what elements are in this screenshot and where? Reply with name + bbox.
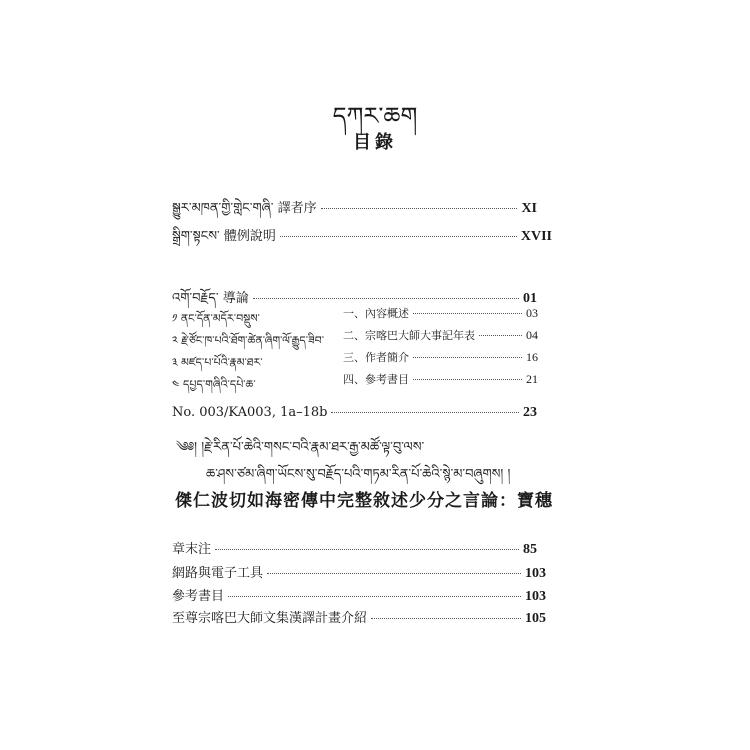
dot-leader: [280, 236, 517, 237]
toc-subentry-page: 21: [526, 372, 538, 386]
intro-item-2-tibetan: ༢ རྗེ་ཙོང་ཁ་པའི་ཐོག་ཚེན་ཞིག་ལོ་རྒྱུད་ཟིབ་: [172, 334, 325, 347]
toc-entry-label: འགོ་བརྗོད་ 導論: [172, 291, 249, 306]
toc-entry-references[interactable]: [172, 585, 546, 605]
toc-title-tibetan: དཀར་ཆག: [332, 102, 418, 130]
toc-entry-page: 85: [523, 542, 537, 557]
toc-entry-page: XVII: [520, 229, 552, 244]
dot-leader: [479, 335, 522, 336]
work-chinese-title: 傑仁波切如海密傳中完整敘述少分之言論：寶穗: [175, 491, 553, 511]
toc-entry-conventions[interactable]: [172, 221, 552, 258]
dot-leader: [413, 357, 522, 358]
toc-entry-label: 至尊宗喀巴大師文集漢譯計畫介紹: [172, 611, 368, 626]
toc-entry-page: 105: [525, 611, 546, 626]
toc-entry-label: 網路與電子工具: [172, 566, 264, 581]
toc-entry-online-tools[interactable]: [172, 562, 546, 582]
toc-entry-page: 23: [523, 405, 537, 420]
toc-subentry-label: 二、宗喀巴大師大事記年表: [343, 329, 475, 342]
toc-entry-label: སྒྲིག་སྟངས་ 體例說明: [172, 229, 276, 244]
toc-entry-endnotes[interactable]: [172, 538, 537, 558]
work-tibetan-title-line1: ༄༅། །རྗེ་རིན་པོ་ཆེའི་གསང་བའི་རྣམ་ཐར་རྒྱ་མཚོ་ལྟ་བུ་ལས་: [176, 440, 425, 455]
dot-leader: [267, 573, 521, 574]
toc-entry-label: No. 003/KA003, 1a–18b: [172, 405, 328, 420]
dot-leader: [321, 208, 518, 209]
dot-leader: [215, 549, 519, 550]
intro-item-3-tibetan: ༣ མཛད་པ་པོའི་རྣམ་ཐར་: [172, 356, 263, 369]
toc-entry-page: 01: [523, 291, 537, 306]
toc-subentry-chronology[interactable]: [343, 327, 538, 343]
toc-title-chinese: 目錄: [353, 132, 397, 153]
dot-leader: [413, 313, 522, 314]
toc-entry-translation-project[interactable]: [172, 607, 546, 627]
toc-entry-page: 103: [525, 589, 546, 604]
intro-item-4-tibetan: ༤ དཔྱད་གཞིའི་དཔེ་ཆ་: [172, 378, 256, 391]
toc-subentry-content-overview[interactable]: [343, 305, 538, 321]
toc-subentry-page: 03: [526, 306, 538, 320]
toc-subentry-bibliography[interactable]: [343, 371, 538, 387]
toc-entry-page: XI: [521, 201, 537, 216]
toc-subentry-page: 04: [526, 328, 538, 342]
toc-entry-label: 章末注: [172, 542, 212, 557]
toc-subentry-label: 三、作者簡介: [343, 351, 409, 364]
work-tibetan-title-line2: ཆ་ཤས་ཙམ་ཞིག་ཡོངས་སུ་བརྗོད་པའི་གཏམ་རིན་པོ་ཆེའི་སྙེ་མ་བཞུགས། །: [206, 467, 511, 482]
toc-subentry-label: 四、參考書目: [343, 373, 409, 386]
dot-leader: [371, 618, 521, 619]
toc-entry-work[interactable]: [172, 405, 537, 421]
toc-entry-label: སྒྱུར་མཁན་གྱི་གླེང་གཞི་ 譯者序: [172, 201, 317, 216]
dot-leader: [228, 596, 521, 597]
dot-leader: [331, 412, 519, 413]
toc-subentry-page: 16: [526, 350, 538, 364]
dot-leader: [253, 298, 519, 299]
intro-item-1-tibetan: ༡ ནང་དོན་མདོར་བསྡུས་: [172, 312, 260, 325]
dot-leader: [413, 379, 522, 380]
toc-subentry-author[interactable]: [343, 349, 538, 365]
toc-subentry-label: 一、內容概述: [343, 307, 409, 320]
toc-entry-label: 參考書目: [172, 589, 225, 604]
toc-entry-page: 103: [525, 566, 546, 581]
